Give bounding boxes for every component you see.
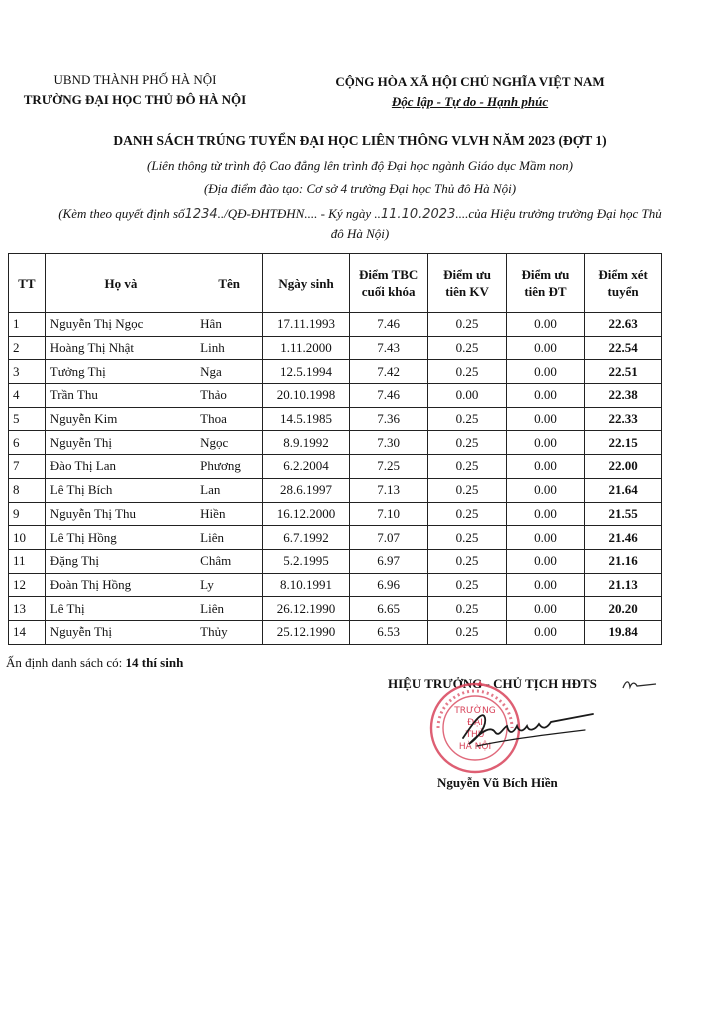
cell-ho: Đặng Thị (45, 549, 196, 573)
header-tt: TT (9, 254, 46, 313)
cell-uu-tien-kv: 0.25 (428, 478, 506, 502)
signatory-title: HIỆU TRƯỞNG - CHỦ TỊCH HĐTS (388, 676, 597, 691)
cell-diem-xet-tuyen: 20.20 (585, 597, 662, 621)
table-row (9, 407, 662, 431)
nation-motto: Độc lập - Tự do - Hạnh phúc (391, 94, 549, 109)
nation-line-1: CỘNG HÒA XÃ HỘI CHỦ NGHĨA VIỆT NAM (335, 74, 605, 89)
cell-tt: 2 (9, 336, 46, 360)
table-row (9, 455, 662, 479)
cell-diem-tbc: 7.10 (349, 502, 427, 526)
cell-ngay-sinh: 5.2.1995 (263, 549, 350, 573)
cell-ten: Nga (196, 360, 263, 384)
header-kv-line1: Điểm ưu (443, 267, 491, 282)
table-row (9, 384, 662, 408)
cell-uu-tien-kv: 0.25 (428, 313, 506, 337)
cell-ngay-sinh: 6.7.1992 (263, 526, 350, 550)
cell-ngay-sinh: 20.10.1998 (263, 384, 350, 408)
subtitle-location: (Địa điểm đào tạo: Cơ sở 4 trường Đại học Thủ đô Hà Nội) (203, 181, 517, 196)
document-title: DANH SÁCH TRÚNG TUYỂN ĐẠI HỌC LIÊN THÔNG VLVH NĂM 2023 (ĐỢT 1) (113, 133, 607, 148)
table-row (9, 549, 662, 573)
cell-uu-tien-kv: 0.00 (428, 384, 506, 408)
cell-uu-tien-dt: 0.00 (506, 313, 584, 337)
signatory-name: Nguyễn Vũ Bích Hiền (437, 775, 558, 790)
cell-ngay-sinh: 1.11.2000 (263, 336, 350, 360)
cell-tt: 8 (9, 478, 46, 502)
table-body (9, 313, 662, 645)
cell-ten: Thoa (196, 407, 263, 431)
cell-diem-xet-tuyen: 22.33 (585, 407, 662, 431)
cell-diem-xet-tuyen: 21.13 (585, 573, 662, 597)
cell-ho: Nguyễn Thị Ngọc (45, 313, 196, 337)
cell-diem-xet-tuyen: 22.38 (585, 384, 662, 408)
decision-text-3: ....của Hiệu trưởng trường Đại học Thủ (455, 206, 662, 221)
cell-diem-xet-tuyen: 19.84 (585, 620, 662, 644)
cell-diem-tbc: 6.96 (349, 573, 427, 597)
table-row (9, 313, 662, 337)
cell-uu-tien-kv: 0.25 (428, 360, 506, 384)
cell-ho: Nguyễn Thị Thu (45, 502, 196, 526)
decision-reference (20, 204, 700, 243)
cell-uu-tien-kv: 0.25 (428, 620, 506, 644)
cell-diem-tbc: 7.42 (349, 360, 427, 384)
cell-uu-tien-dt: 0.00 (506, 597, 584, 621)
cell-uu-tien-dt: 0.00 (506, 407, 584, 431)
table-row (9, 620, 662, 644)
cell-tt: 5 (9, 407, 46, 431)
table-row (9, 478, 662, 502)
cell-diem-tbc: 7.43 (349, 336, 427, 360)
subtitle-program: (Liên thông từ trình độ Cao đẳng lên trình độ Đại học ngành Giáo dục Mầm non) (147, 158, 573, 173)
header-tbc-line1: Điểm TBC (358, 267, 419, 282)
cell-uu-tien-kv: 0.25 (428, 573, 506, 597)
summary-count: 14 thí sinh (125, 655, 184, 670)
decision-text-1: (Kèm theo quyết định số (58, 206, 185, 221)
cell-ten: Liên (196, 526, 263, 550)
cell-ten: Thủy (196, 620, 263, 644)
cell-tt: 10 (9, 526, 46, 550)
cell-diem-tbc: 7.46 (349, 384, 427, 408)
cell-ngay-sinh: 6.2.2004 (263, 455, 350, 479)
decision-date-separator: . (397, 207, 402, 222)
cell-uu-tien-kv: 0.25 (428, 597, 506, 621)
cell-diem-tbc: 6.53 (349, 620, 427, 644)
cell-ten: Châm (196, 549, 263, 573)
cell-ten: Phương (196, 455, 263, 479)
cell-ho: Nguyễn Thị (45, 620, 196, 644)
cell-tt: 12 (9, 573, 46, 597)
decision-date-separator: . (418, 207, 423, 222)
header-xt-line1: Điểm xét (598, 267, 648, 282)
cell-ho: Lê Thị Hồng (45, 526, 196, 550)
cell-uu-tien-dt: 0.00 (506, 360, 584, 384)
cell-ten: Hân (196, 313, 263, 337)
cell-uu-tien-dt: 0.00 (506, 431, 584, 455)
decision-month-handwritten: 10 (401, 207, 419, 222)
cell-uu-tien-dt: 0.00 (506, 573, 584, 597)
decision-text-4: đô Hà Nội) (330, 226, 390, 241)
admission-table (8, 253, 662, 645)
cell-ngay-sinh: 8.10.1991 (263, 573, 350, 597)
cell-ten: Ngọc (196, 431, 263, 455)
cell-diem-xet-tuyen: 22.15 (585, 431, 662, 455)
header-kv-line2: tiên KV (445, 284, 489, 299)
cell-ho: Lê Thị (45, 597, 196, 621)
cell-tt: 9 (9, 502, 46, 526)
cell-tt: 3 (9, 360, 46, 384)
cell-uu-tien-dt: 0.00 (506, 502, 584, 526)
cell-diem-xet-tuyen: 21.64 (585, 478, 662, 502)
table-row (9, 573, 662, 597)
decision-year-handwritten: 2023 (422, 207, 456, 222)
cell-diem-tbc: 7.13 (349, 478, 427, 502)
cell-uu-tien-kv: 0.25 (428, 502, 506, 526)
header-dt-line2: tiên ĐT (524, 284, 567, 299)
cell-diem-tbc: 6.97 (349, 549, 427, 573)
cell-uu-tien-dt: 0.00 (506, 620, 584, 644)
table-row (9, 526, 662, 550)
summary-label: Ấn định danh sách có: (6, 655, 126, 670)
header-ho: Họ và (45, 254, 196, 313)
cell-ngay-sinh: 17.11.1993 (263, 313, 350, 337)
decision-text-2: ../QĐ-ĐHTĐHN.... - Ký ngày .. (217, 206, 381, 221)
cell-diem-xet-tuyen: 21.55 (585, 502, 662, 526)
cell-uu-tien-dt: 0.00 (506, 336, 584, 360)
cell-uu-tien-dt: 0.00 (506, 478, 584, 502)
cell-ngay-sinh: 25.12.1990 (263, 620, 350, 644)
cell-diem-tbc: 7.07 (349, 526, 427, 550)
cell-ten: Linh (196, 336, 263, 360)
header-uu-tien-dt (506, 254, 584, 313)
cell-diem-xet-tuyen: 22.00 (585, 455, 662, 479)
cell-ho: Lê Thị Bích (45, 478, 196, 502)
cell-ngay-sinh: 14.5.1985 (263, 407, 350, 431)
cell-uu-tien-kv: 0.25 (428, 407, 506, 431)
initial-mark (620, 676, 660, 694)
stamp-text: ĐẠI (467, 718, 483, 728)
cell-ten: Lan (196, 478, 263, 502)
cell-tt: 6 (9, 431, 46, 455)
cell-uu-tien-dt: 0.00 (506, 455, 584, 479)
table-row (9, 502, 662, 526)
cell-ngay-sinh: 12.5.1994 (263, 360, 350, 384)
header-diem-tbc (349, 254, 427, 313)
cell-uu-tien-kv: 0.25 (428, 431, 506, 455)
cell-diem-tbc: 7.36 (349, 407, 427, 431)
cell-ho: Hoàng Thị Nhật (45, 336, 196, 360)
cell-diem-xet-tuyen: 21.46 (585, 526, 662, 550)
stamp-text: TRƯỜNG (454, 706, 496, 716)
cell-tt: 4 (9, 384, 46, 408)
cell-tt: 14 (9, 620, 46, 644)
cell-diem-xet-tuyen: 21.16 (585, 549, 662, 573)
cell-ngay-sinh: 28.6.1997 (263, 478, 350, 502)
cell-ho: Trần Thu (45, 384, 196, 408)
table-row (9, 431, 662, 455)
cell-ho: Đoàn Thị Hồng (45, 573, 196, 597)
table-header-row (9, 254, 662, 313)
cell-uu-tien-kv: 0.25 (428, 336, 506, 360)
cell-ngay-sinh: 16.12.2000 (263, 502, 350, 526)
header-dt-line1: Điểm ưu (521, 267, 570, 282)
header-xt-line2: tuyển (607, 284, 639, 299)
cell-tt: 11 (9, 549, 46, 573)
org-line-2: TRƯỜNG ĐẠI HỌC THỦ ĐÔ HÀ NỘI (23, 92, 247, 107)
decision-number-handwritten: 1234 (184, 207, 218, 222)
cell-ten: Hiền (196, 502, 263, 526)
stamp-text: THỦ (465, 730, 485, 740)
cell-uu-tien-kv: 0.25 (428, 455, 506, 479)
cell-uu-tien-dt: 0.00 (506, 549, 584, 573)
header-tbc-line2: cuối khóa (361, 284, 416, 299)
header-ngay-sinh: Ngày sinh (263, 254, 350, 313)
cell-diem-tbc: 7.46 (349, 313, 427, 337)
cell-ho: Nguyễn Kim (45, 407, 196, 431)
cell-uu-tien-kv: 0.25 (428, 549, 506, 573)
header-ten: Tên (196, 254, 263, 313)
decision-day-handwritten: 11 (380, 207, 398, 222)
cell-ho: Nguyễn Thị (45, 431, 196, 455)
stamp-text: HÀ NỘI (458, 742, 492, 752)
organization-header (10, 70, 260, 110)
cell-diem-xet-tuyen: 22.51 (585, 360, 662, 384)
org-line-1: UBND THÀNH PHỐ HÀ NỘI (53, 72, 217, 87)
cell-ten: Ly (196, 573, 263, 597)
table-row (9, 597, 662, 621)
national-header (300, 72, 640, 112)
cell-tt: 7 (9, 455, 46, 479)
cell-uu-tien-dt: 0.00 (506, 384, 584, 408)
header-uu-tien-kv (428, 254, 506, 313)
list-summary (6, 655, 183, 671)
cell-diem-tbc: 7.30 (349, 431, 427, 455)
cell-ten: Thảo (196, 384, 263, 408)
cell-ten: Liên (196, 597, 263, 621)
table-row (9, 336, 662, 360)
cell-diem-xet-tuyen: 22.63 (585, 313, 662, 337)
table-row (9, 360, 662, 384)
cell-ho: Đào Thị Lan (45, 455, 196, 479)
cell-ho: Tưởng Thị (45, 360, 196, 384)
cell-diem-xet-tuyen: 22.54 (585, 336, 662, 360)
cell-tt: 1 (9, 313, 46, 337)
cell-ngay-sinh: 8.9.1992 (263, 431, 350, 455)
header-diem-xet-tuyen (585, 254, 662, 313)
cell-ngay-sinh: 26.12.1990 (263, 597, 350, 621)
cell-diem-tbc: 7.25 (349, 455, 427, 479)
cell-uu-tien-dt: 0.00 (506, 526, 584, 550)
cell-uu-tien-kv: 0.25 (428, 526, 506, 550)
cell-diem-tbc: 6.65 (349, 597, 427, 621)
cell-tt: 13 (9, 597, 46, 621)
signature (455, 700, 605, 755)
